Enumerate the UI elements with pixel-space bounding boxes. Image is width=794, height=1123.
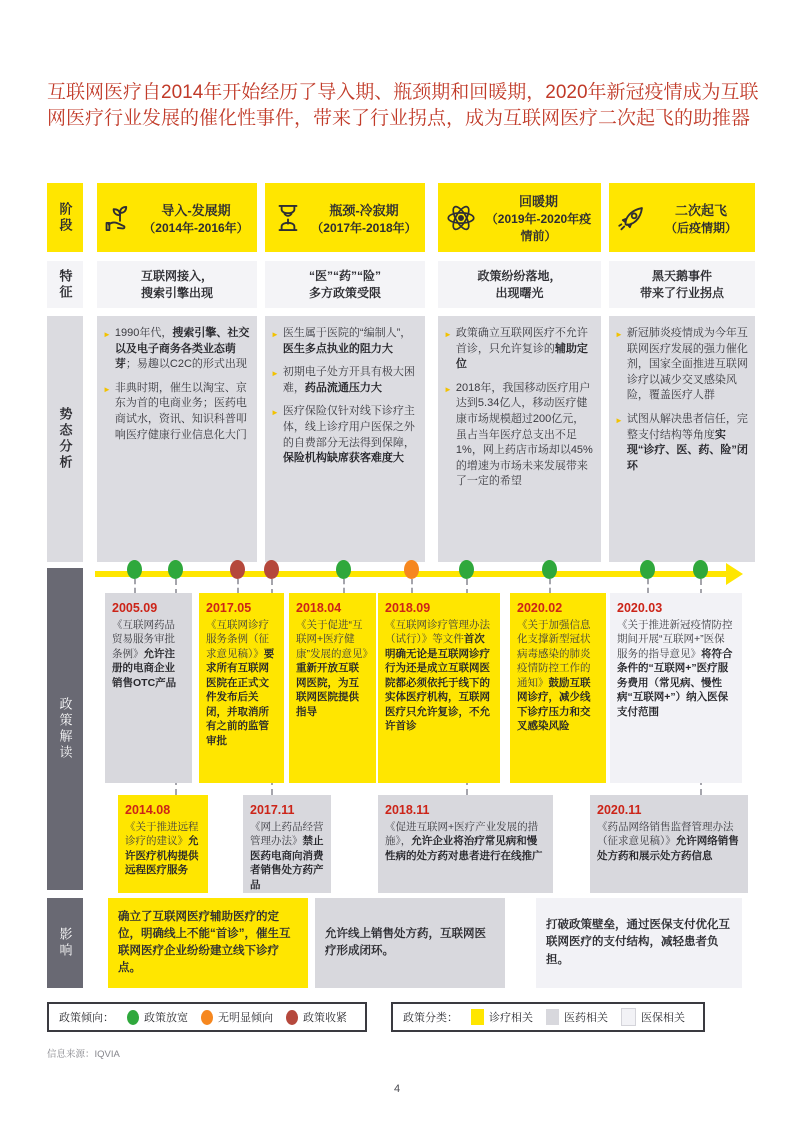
- bullet-arrow-icon: ►: [444, 384, 452, 394]
- bullet-arrow-icon: ►: [103, 384, 111, 394]
- bullet-item: [271, 404, 418, 466]
- text-segment: 1990年代，: [114, 327, 173, 339]
- source-note: 信息来源：IQVIA: [47, 1049, 120, 1060]
- legend-item: [286, 1009, 347, 1025]
- bullet-text: [456, 381, 594, 490]
- row-label-impact-text: 影响: [57, 927, 73, 959]
- policy-text: [125, 820, 201, 878]
- text-segment: 《互联网诊疗服务条例（征求意见稿）》: [206, 619, 269, 660]
- bullet-text: [627, 326, 748, 404]
- policy-box: [289, 593, 376, 783]
- policy-box: [590, 795, 748, 893]
- feature-line: 黑天鹅事件: [651, 269, 712, 284]
- rocket-icon: [615, 200, 649, 236]
- text-segment: 首次明确无论是互联网诊疗行为还是成立互联网医院都必须依托于线下的实体医疗机构，互联网医疗只允许复诊，不允许首诊: [385, 633, 490, 733]
- bullet-arrow-icon: ►: [271, 330, 279, 339]
- row-label-situation-text: 势态分析: [57, 407, 73, 471]
- text-segment: 2018年，我国移动医疗用户达到5.34亿人，移动医疗健康市场规模超过200亿元，虽占当年医疗总支出不足1%，网上药店市场却以45%的增速为市场未来发展带来了一定的希望: [455, 381, 593, 488]
- policy-box: [378, 593, 500, 783]
- phase-range: （2014年-2016年）: [143, 220, 249, 235]
- feature-box: [97, 261, 257, 308]
- phase-text: [653, 200, 749, 236]
- page-title: 互联网医疗自2014年开始经历了导入期、瓶颈期和回暖期，2020年新冠疫情成为互联网医疗行业发展的催化性事件，带来了行业拐点，成为互联网医疗二次起飞的助推器: [47, 82, 759, 130]
- text-segment: 医生多点执业的阻力大: [282, 342, 393, 355]
- bullet-text: [115, 381, 250, 443]
- policy-box: [378, 795, 553, 893]
- text-segment: 医生属于医院的“编制人”，: [282, 327, 412, 339]
- text-segment: 医疗保险仅针对线下诊疗主体，线上诊疗用户医保之外的自费部分无法得到保障，: [282, 405, 415, 449]
- bullet-text: [283, 326, 418, 357]
- legend-policy-category: [391, 1002, 705, 1032]
- text-segment: 《网上药品经营管理办法》: [250, 821, 324, 848]
- text-segment: 重新开放互联网医院，为互联网医院提供指导: [296, 662, 359, 718]
- bullet-item: [103, 381, 250, 443]
- care-swatch-icon: [471, 1009, 484, 1025]
- timeline-dot: [693, 560, 708, 579]
- situation-box: [609, 316, 755, 562]
- impact-text: 允许线上销售处方药，互联网医疗形成闭环。: [325, 927, 486, 957]
- policy-text: [385, 618, 493, 734]
- atom-icon: [444, 200, 478, 236]
- legend-item: [546, 1009, 608, 1025]
- text-segment: 《关于推进远程诊疗的建议》: [125, 821, 199, 848]
- row-label-policy-text: 政策解读: [57, 697, 73, 761]
- phase-range: （后疫情期）: [664, 220, 737, 235]
- phase-text: [482, 191, 595, 244]
- text-segment: 《互联网诊疗管理办法（试行）》等文件: [385, 619, 490, 646]
- text-segment: 非典时期，催生以淘宝、京东为首的电商业务；医药电商试水，资讯、知识科普叩响医疗健康行业信息化大门: [114, 381, 247, 441]
- timeline-stem: [237, 579, 239, 593]
- legend-policy-tendency: [47, 1002, 367, 1032]
- legend-item: [127, 1009, 188, 1025]
- impact-text: 打破政策壁垒，通过医保支付优化互联网医疗的支付结构，减轻患者负担。: [546, 919, 730, 966]
- timeline-stem: [647, 579, 649, 593]
- insurance-swatch-icon: [621, 1008, 636, 1026]
- policy-date: 2018.04: [296, 601, 342, 615]
- policy-box: [610, 593, 742, 783]
- phase-range: （2019年-2020年疫情前）: [485, 212, 592, 243]
- timeline-dot: [459, 560, 474, 579]
- text-segment: 试图从解决患者信任，完整支付结构等角度: [626, 413, 748, 441]
- timeline-dot: [542, 560, 557, 579]
- text-segment: 《关于加强信息化支撑新型冠状病毒感染的肺炎疫情防控工作的通知》: [517, 619, 591, 689]
- legend-item-label: 医保相关: [641, 1012, 685, 1024]
- phase-box-intro: [97, 183, 257, 252]
- text-segment: 初期电子处方开具有极大困难，: [282, 366, 415, 394]
- text-segment: 允许企业将治疗常见病和慢性病的处方药对患者进行在线推广: [385, 835, 543, 862]
- bullet-text: [627, 412, 748, 474]
- policy-box: [105, 593, 192, 783]
- text-segment: 允许网络销售处方药和展示处方药信息: [597, 835, 739, 862]
- phase-box-recovery: [438, 183, 601, 252]
- policy-date: 2017.11: [250, 803, 295, 817]
- feature-box: [265, 261, 425, 308]
- policy-box: [199, 593, 284, 783]
- timeline-dot: [168, 560, 183, 579]
- text-segment: 禁止医药电商向消费者销售处方药产品: [250, 835, 324, 891]
- timeline-dot: [230, 560, 245, 579]
- timeline-arrowhead-icon: [726, 563, 743, 585]
- timeline-dot: [640, 560, 655, 579]
- phase-box-second-takeoff: [609, 183, 755, 252]
- policy-date: 2020.02: [517, 601, 563, 615]
- feature-line: 互联网接入，: [140, 269, 213, 284]
- legend-item: [621, 1008, 685, 1026]
- bullet-arrow-icon: ►: [271, 408, 279, 418]
- feature-box: [438, 261, 601, 308]
- text-segment: 要求所有互联网医院在正式文件发布后关闭，并取消所有之前的监管审批: [206, 647, 275, 747]
- phase-range: （2017年-2018年）: [311, 220, 417, 235]
- text-segment: 实现“诊疗、医、药、险”闭环: [626, 428, 748, 472]
- row-label-phase: [47, 183, 83, 252]
- timeline-dot: [127, 560, 142, 579]
- text-segment: 《互联网药品贸易服务审批条例》: [112, 619, 175, 660]
- legend-title: 政策分类：: [403, 1012, 458, 1024]
- bullet-item: [615, 326, 748, 404]
- bullet-item: [615, 412, 748, 474]
- bullet-item: [271, 326, 418, 357]
- timeline-stem: [134, 579, 136, 593]
- hourglass-icon: [271, 200, 305, 236]
- policy-text: [206, 618, 277, 748]
- row-label-feature: [47, 261, 83, 308]
- timeline-stem: [411, 579, 413, 593]
- legend-title: 政策倾向：: [59, 1012, 114, 1024]
- relax-dot-icon: [127, 1010, 139, 1025]
- phase-text: [309, 200, 419, 236]
- bullet-text: [456, 326, 594, 373]
- text-segment: 允许医疗机构提供远程医疗服务: [125, 835, 199, 877]
- bullet-arrow-icon: ►: [271, 369, 279, 379]
- text-segment: 将符合条件的“互联网+”医疗服务费用（常见病、慢性病“互联网+”）纳入医保支付范围: [617, 647, 733, 718]
- bullet-text: [283, 365, 418, 396]
- bullet-arrow-icon: ►: [615, 416, 623, 426]
- timeline-dot: [336, 560, 351, 579]
- policy-text: [517, 618, 599, 734]
- text-segment: 鼓励互联网诊疗，减少线下诊疗压力和交叉感染风险: [517, 676, 591, 733]
- page-number: 4: [393, 1083, 401, 1095]
- policy-date: 2020.11: [597, 803, 642, 817]
- policy-text: [296, 618, 373, 719]
- text-segment: 《促进互联网+医疗产业发展的措施》，: [385, 821, 539, 848]
- row-label-policy: [47, 568, 83, 890]
- policy-text: [617, 618, 735, 719]
- text-segment: 保险机构缺席获客难度大: [282, 452, 404, 465]
- row-label-impact: [47, 898, 83, 988]
- legend-item-label: 政策放宽: [144, 1012, 188, 1024]
- legend-item-label: 医药相关: [564, 1012, 608, 1024]
- bullet-item: [444, 381, 594, 490]
- phase-name: 瓶颈-冷寂期: [329, 202, 399, 218]
- bullet-item: [444, 326, 594, 373]
- policy-date: 2017.05: [206, 601, 252, 615]
- situation-box: [265, 316, 425, 562]
- drug-swatch-icon: [546, 1009, 559, 1025]
- tighten-dot-icon: [286, 1010, 298, 1025]
- row-label-phase-text: 阶段: [57, 201, 73, 234]
- legend-item-label: 无明显倾向: [218, 1012, 273, 1024]
- impact-box: [108, 898, 308, 988]
- legend-item: [471, 1009, 533, 1025]
- bullet-item: [271, 365, 418, 396]
- timeline-dot: [404, 560, 419, 579]
- text-segment: 新冠肺炎疫情成为今年互联网医疗发展的强力催化剂，国家全面推进互联网诊疗以减少交叉感染风险，覆盖医疗人群: [626, 327, 748, 402]
- text-segment: 药品流通压力大: [304, 381, 382, 394]
- phase-name: 回暖期: [518, 194, 558, 209]
- bullet-item: [103, 326, 250, 373]
- policy-date: 2020.03: [617, 601, 663, 615]
- text-segment: 《关于促进“互联网+医疗健康”发展的意见》: [296, 619, 373, 660]
- timeline-stem: [549, 579, 551, 593]
- feature-line: 多方政策受限: [308, 285, 381, 300]
- bullet-arrow-icon: ►: [444, 330, 452, 339]
- legend-item: [201, 1009, 273, 1025]
- policy-date: 2018.09: [385, 601, 431, 615]
- text-segment: ；易趣以C2C的形式出现: [125, 358, 247, 371]
- feature-line: 搜索引擎出现: [140, 285, 213, 300]
- row-label-situation: [47, 316, 83, 562]
- text-segment: 《药品网络销售监督管理办法（征求意见稿）》: [597, 821, 734, 848]
- text-segment: 搜索引擎、社交以及电子商务各类业态萌芽: [114, 327, 250, 371]
- bullet-text: [283, 404, 418, 466]
- situation-box: [97, 316, 257, 562]
- policy-text: [112, 618, 185, 690]
- legend-item-label: 诊疗相关: [489, 1012, 533, 1024]
- text-segment: 辅助定位: [455, 342, 588, 371]
- policy-box: [243, 795, 331, 893]
- phase-name: 导入-发展期: [161, 202, 231, 218]
- policy-text: [250, 820, 324, 892]
- sprout-hand-icon: [103, 200, 137, 236]
- text-segment: 《关于推进新冠疫情防控期间开展“互联网+”医保服务的指导意见》: [617, 619, 733, 660]
- feature-line: 政策纷纷落地，: [477, 269, 562, 284]
- text-segment: 允许注册的电商企业销售OTC产品: [112, 647, 177, 689]
- situation-box: [438, 316, 601, 562]
- impact-box: [536, 898, 742, 988]
- policy-box: [118, 795, 208, 893]
- legend-item-label: 政策收紧: [303, 1012, 347, 1024]
- policy-date: 2018.11: [385, 803, 430, 817]
- policy-box: [510, 593, 606, 783]
- feature-box: [609, 261, 755, 308]
- phase-box-bottleneck: [265, 183, 425, 252]
- text-segment: 政策确立互联网医疗不允许首诊，只允许复诊的: [455, 327, 588, 355]
- impact-box: [315, 898, 505, 988]
- phase-name: 二次起飞: [674, 202, 727, 218]
- bullet-text: [115, 326, 250, 373]
- feature-line: 带来了行业拐点: [639, 285, 724, 300]
- impact-text: 确立了互联网医疗辅助医疗的定位，明确线上不能“首诊”，催生互联网医疗企业纷纷建立线下诊疗点。: [118, 910, 291, 975]
- bullet-arrow-icon: ►: [615, 330, 623, 339]
- feature-line: “医”“药”“险”: [308, 269, 381, 284]
- phase-text: [141, 200, 251, 236]
- neutral-dot-icon: [201, 1010, 213, 1025]
- feature-line: 出现曙光: [495, 285, 544, 300]
- bullet-arrow-icon: ►: [103, 330, 111, 339]
- timeline-stem: [343, 579, 345, 593]
- policy-date: 2005.09: [112, 601, 158, 615]
- timeline-dot: [264, 560, 279, 579]
- policy-text: [597, 820, 741, 863]
- policy-text: [385, 820, 546, 863]
- row-label-feature-text: 特征: [57, 268, 73, 301]
- policy-date: 2014.08: [125, 803, 171, 817]
